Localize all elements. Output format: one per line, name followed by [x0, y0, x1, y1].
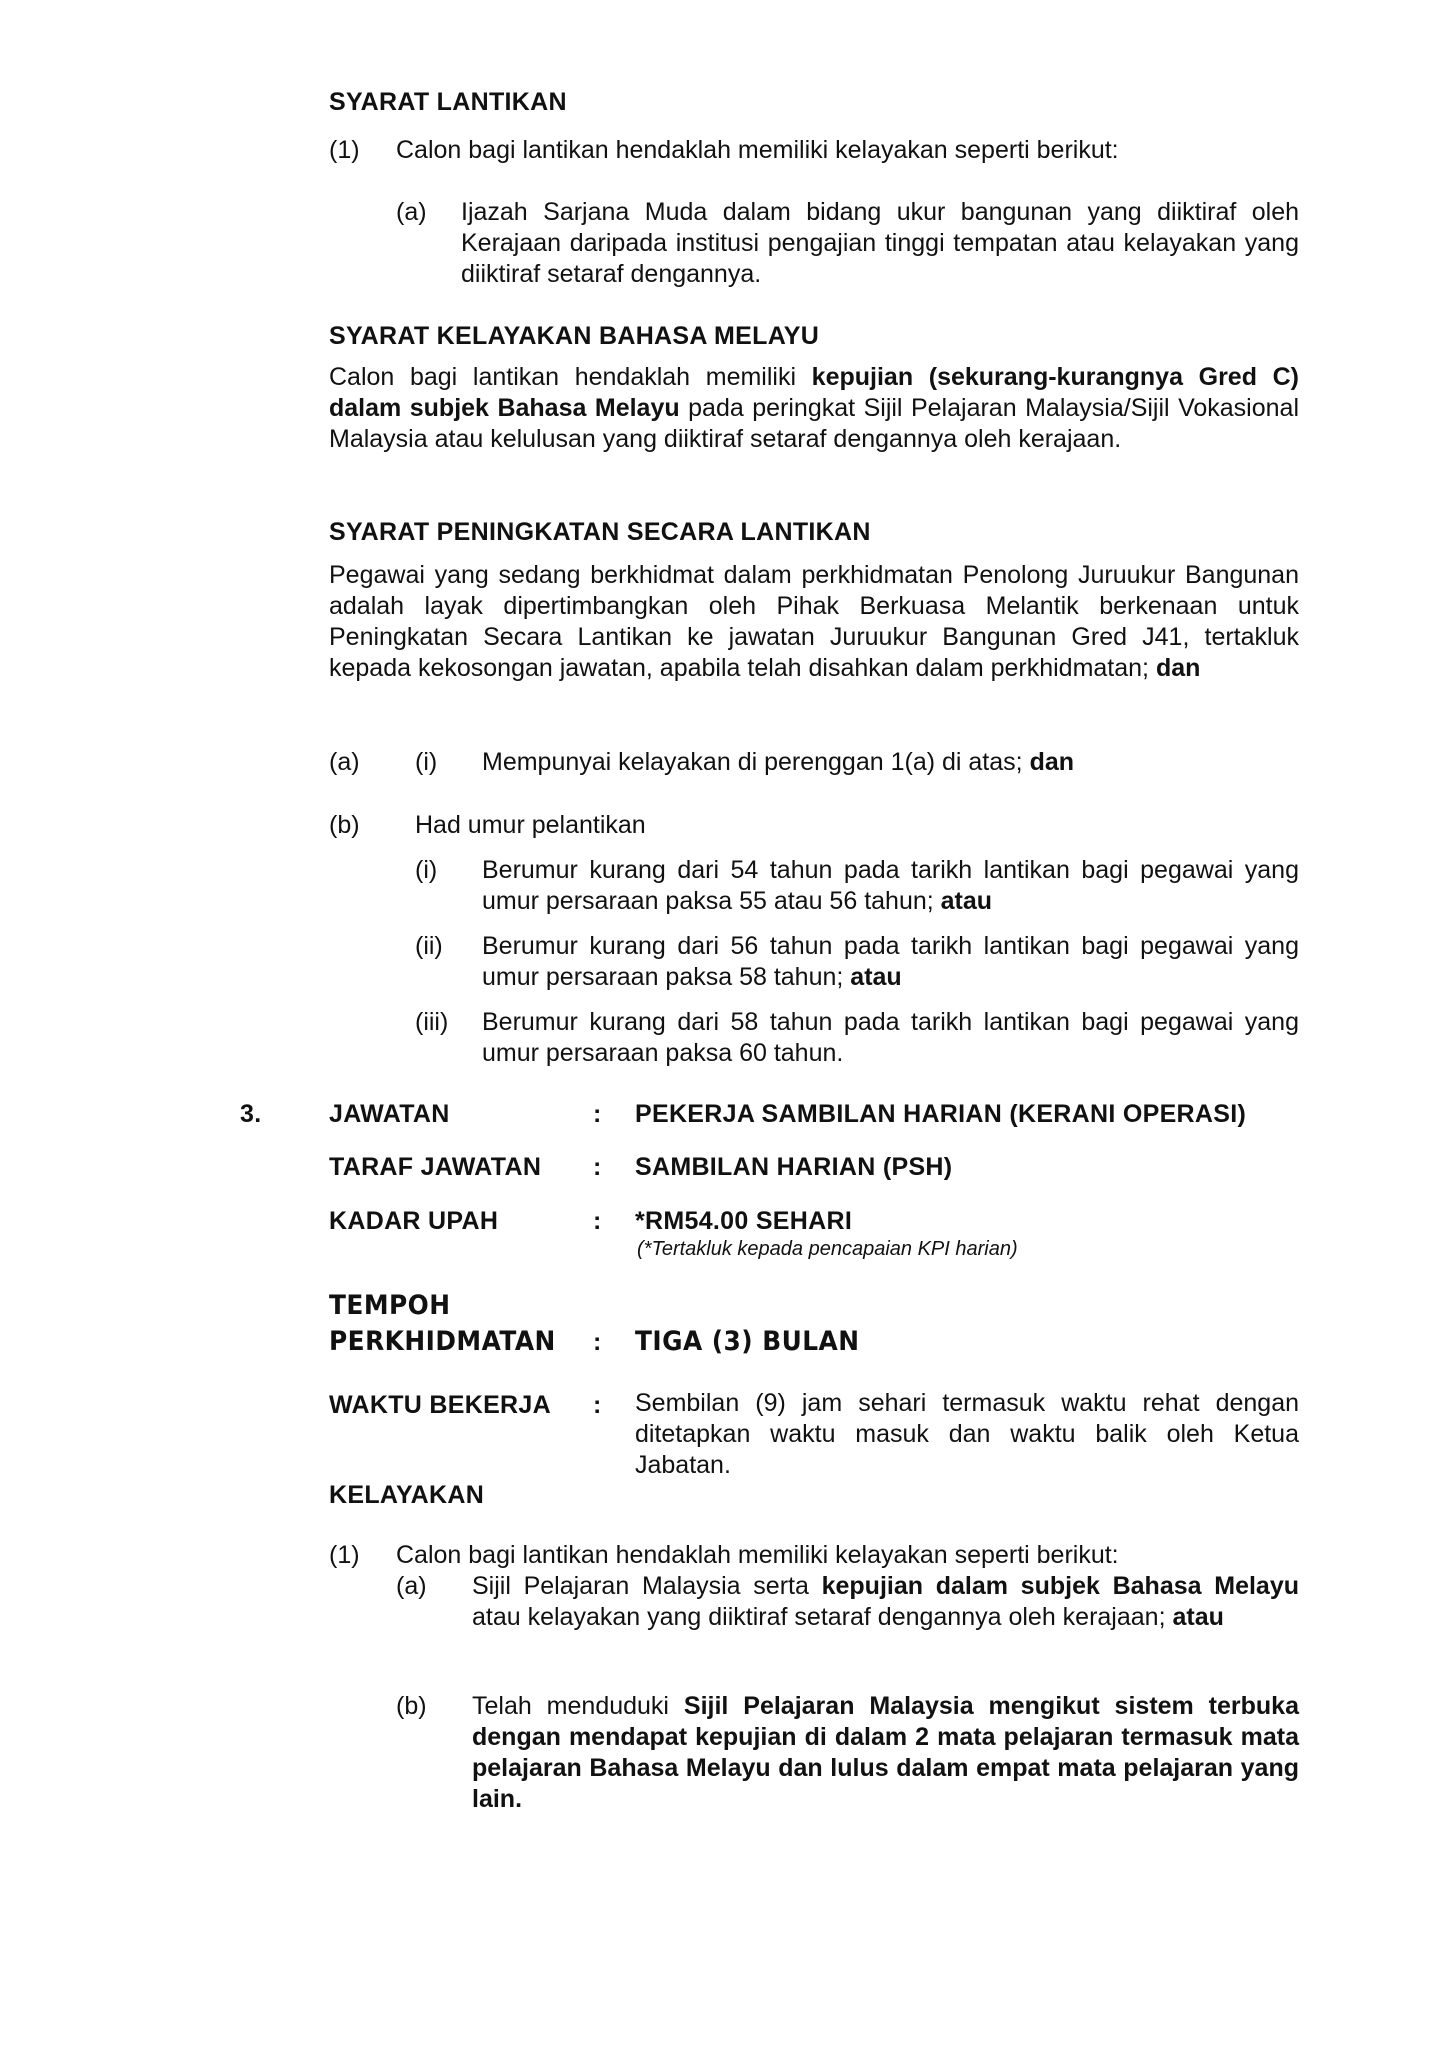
- item-1a-text: Ijazah Sarjana Muda dalam bidang ukur bangunan yang diiktiraf oleh Kerajaan daripada institusi pengajian tinggi tempatan atau kelayakan yang diiktiraf setaraf dengannya.: [461, 198, 1299, 288]
- jawatan-colon: :: [593, 1100, 602, 1128]
- item-a-text-normal: Mempunyai kelayakan di perenggan 1(a) di atas;: [482, 748, 1023, 776]
- item-b-i-text: [482, 855, 1299, 917]
- item-b-ii-text: [482, 931, 1299, 993]
- item-a-label: (a): [329, 748, 360, 776]
- kb-bold-1: Sijil Pelajaran Malaysia mengikut sistem terbuka dengan mendapat kepujian di dalam 2 mata pelajaran termasuk mata pelajaran Bahasa Melayu dan lulus dalam empat mata pelajaran yang lain.: [472, 1692, 1299, 1813]
- tempoh-colon: :: [593, 1328, 602, 1356]
- kelayakan-b-label: (b): [396, 1692, 427, 1720]
- kelayakan-1-number: (1): [329, 1541, 360, 1569]
- item-a-i-label: (i): [415, 748, 438, 776]
- bm-text-bold: kepujian (sekurang-kurangnya Gred C) dalam subjek Bahasa Melayu: [329, 363, 1300, 422]
- kelayakan-a-label: (a): [396, 1572, 427, 1600]
- kadar-upah-label: KADAR UPAH: [329, 1207, 499, 1235]
- kadar-upah-value: *RM54.00 SEHARI: [635, 1207, 853, 1235]
- ka-bold-2: atau: [1172, 1603, 1224, 1631]
- kelayakan-heading: KELAYAKAN: [329, 1481, 485, 1509]
- taraf-colon: :: [593, 1153, 602, 1181]
- item-b-ii-normal: Berumur kurang dari 56 tahun pada tarikh lantikan bagi pegawai yang umur persaraan paksa 58 tahun;: [482, 932, 1299, 991]
- kadar-colon: :: [593, 1207, 602, 1235]
- item-b-i-bold: atau: [940, 887, 993, 915]
- item-b-iii-text: Berumur kurang dari 58 tahun pada tarikh lantikan bagi pegawai yang umur persaraan paksa 60 tahun.: [482, 1008, 1299, 1067]
- kb-text-1: Telah menduduki: [472, 1692, 684, 1720]
- item-b-ii-bold: atau: [850, 963, 902, 991]
- kelayakan-a-text: [472, 1571, 1299, 1633]
- waktu-bekerja-label: WAKTU BEKERJA: [329, 1391, 551, 1419]
- bahasa-melayu-paragraph: [329, 362, 1299, 455]
- item-1-text: Calon bagi lantikan hendaklah memiliki kelayakan seperti berikut:: [396, 136, 1119, 164]
- ka-bold-1: kepujian dalam subjek Bahasa Melayu: [821, 1572, 1299, 1600]
- item-b-i-normal: Berumur kurang dari 54 tahun pada tarikh lantikan bagi pegawai yang umur persaraan paksa 55 atau 56 tahun;: [482, 856, 1299, 915]
- tempoh-label-line2: PERKHIDMATAN: [329, 1326, 556, 1357]
- heading-syarat-lantikan: SYARAT LANTIKAN: [329, 88, 567, 116]
- heading-bahasa-melayu: SYARAT KELAYAKAN BAHASA MELAYU: [329, 322, 820, 350]
- item-b-text: Had umur pelantikan: [415, 811, 646, 839]
- peningkatan-text: Pegawai yang sedang berkhidmat dalam perkhidmatan Penolong Juruukur Bangunan adalah layak dipertimbangkan oleh Pihak Berkuasa Melantik berkenaan untuk Peningkatan Secara Lantikan ke jawatan Juruukur Bangunan Gred J41, tertakluk kepada kekosongan jawatan, apabila telah disahkan dalam perkhidmatan;: [329, 561, 1299, 682]
- bm-text-2: pada peringkat Sijil Pelajaran Malaysia/Sijil Vokasional Malaysia atau kelulusan yang diiktiraf setaraf dengannya oleh kerajaan.: [329, 394, 1300, 453]
- section-number: 3.: [240, 1100, 262, 1128]
- tempoh-label-line1: TEMPOH: [329, 1290, 451, 1321]
- peningkatan-bold: dan: [1155, 654, 1201, 682]
- item-b-label: (b): [329, 811, 360, 839]
- waktu-colon: :: [593, 1391, 602, 1419]
- jawatan-value: PEKERJA SAMBILAN HARIAN (KERANI OPERASI): [635, 1100, 1247, 1128]
- item-1a-label: (a): [396, 198, 427, 226]
- ka-text-2: atau kelayakan yang diiktiraf setaraf dengannya oleh kerajaan;: [472, 1603, 1173, 1631]
- ka-text-1: Sijil Pelajaran Malaysia serta: [472, 1572, 822, 1600]
- item-a-bold: dan: [1029, 748, 1075, 776]
- kadar-upah-note: (*Tertakluk kepada pencapaian KPI harian): [637, 1238, 1018, 1260]
- taraf-jawatan-label: TARAF JAWATAN: [329, 1153, 542, 1181]
- item-b-i-label: (i): [415, 856, 438, 884]
- item-b-ii-label: (ii): [415, 932, 443, 960]
- item-b-iii-label: (iii): [415, 1008, 449, 1036]
- peningkatan-paragraph: [329, 560, 1299, 684]
- waktu-bekerja-value: Sembilan (9) jam sehari termasuk waktu rehat dengan ditetapkan waktu masuk dan waktu balik oleh Ketua Jabatan.: [635, 1389, 1299, 1479]
- item-a-text: [482, 747, 1302, 778]
- heading-peningkatan: SYARAT PENINGKATAN SECARA LANTIKAN: [329, 518, 871, 546]
- jawatan-label: JAWATAN: [329, 1100, 450, 1128]
- bm-text-1: Calon bagi lantikan hendaklah memiliki: [329, 363, 812, 391]
- taraf-jawatan-value: SAMBILAN HARIAN (PSH): [635, 1153, 953, 1181]
- tempoh-value: TIGA (3) BULAN: [635, 1326, 860, 1357]
- kelayakan-1-text: Calon bagi lantikan hendaklah memiliki kelayakan seperti berikut:: [396, 1541, 1119, 1569]
- kelayakan-b-text: [472, 1691, 1299, 1815]
- item-1-number: (1): [329, 136, 360, 164]
